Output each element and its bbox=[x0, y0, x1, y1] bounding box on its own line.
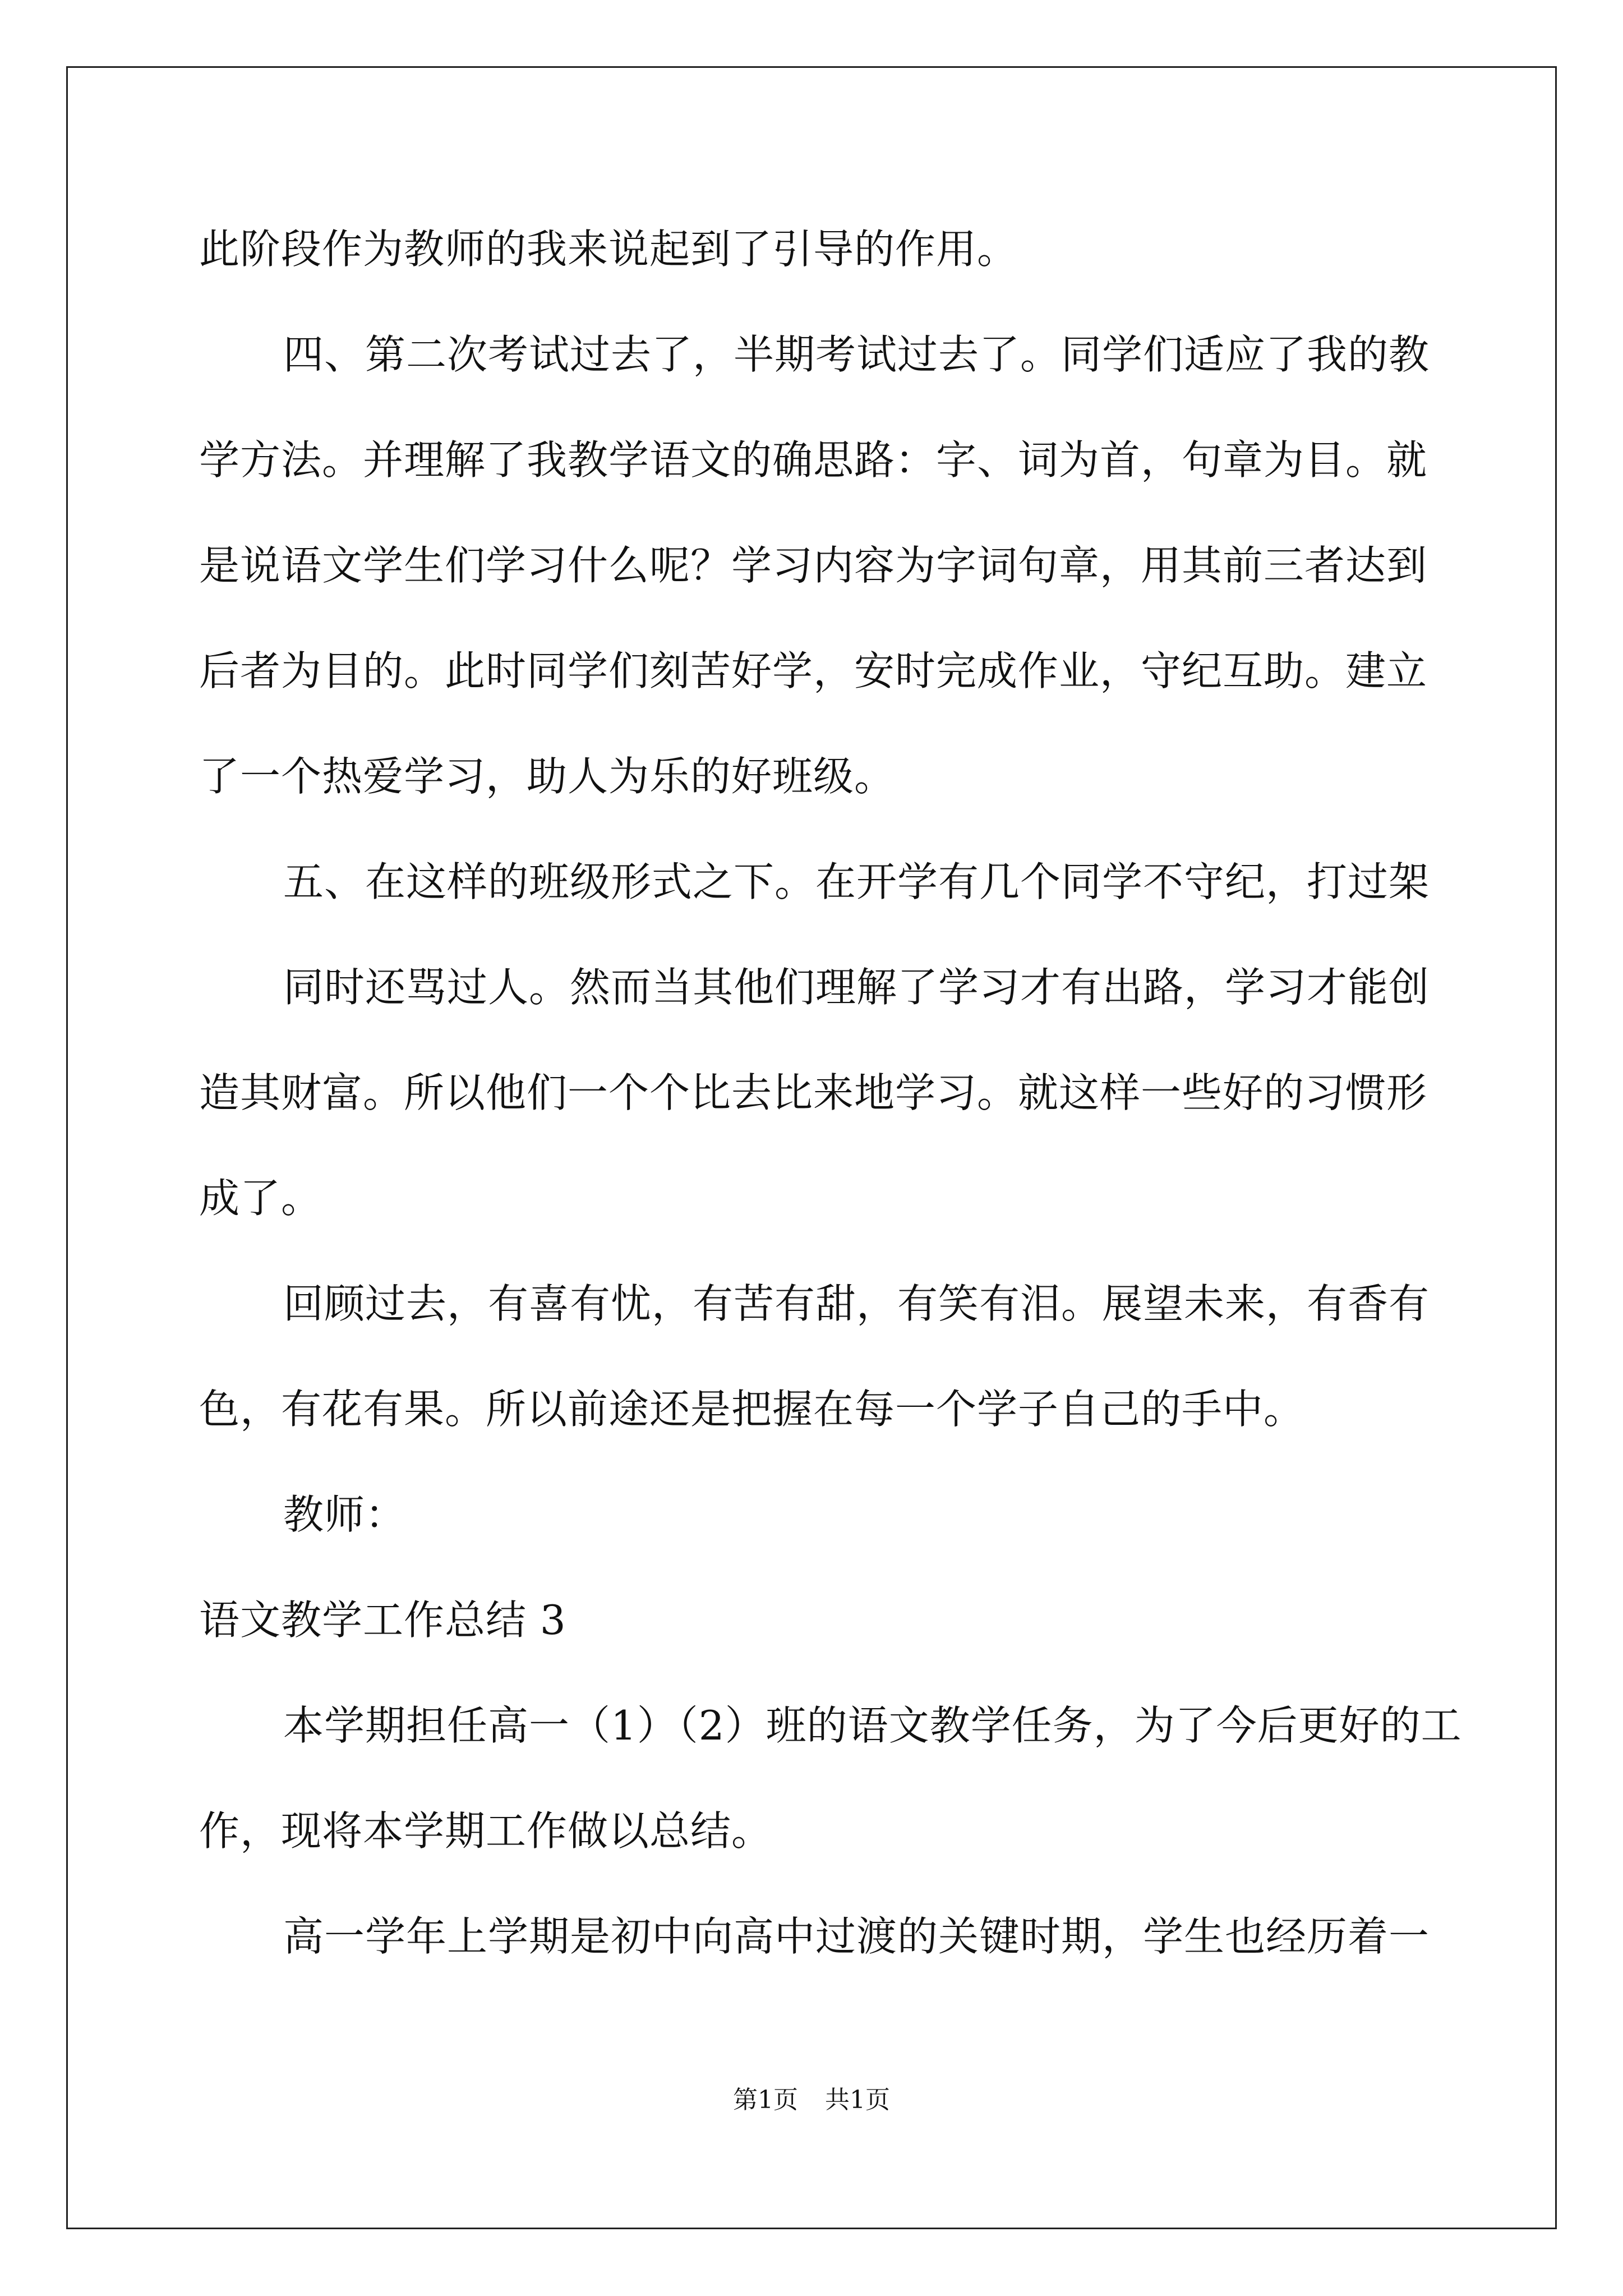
text-line: 色，有花有果。所以前途还是把握在每一个学子自己的手中。 bbox=[199, 1386, 1305, 1433]
text-line: 此阶段作为教师的我来说起到了引导的作用。 bbox=[199, 226, 1018, 273]
text-line: 学方法。并理解了我教学语文的确思路：字、词为首，句章为目。就 bbox=[199, 436, 1428, 484]
text-line: 回顾过去，有喜有忧，有苦有甜，有笑有泪。展望未来，有香有 bbox=[283, 1280, 1430, 1327]
text-line: 教师： bbox=[283, 1491, 407, 1538]
text-line: 五、在这样的班级形式之下。在开学有几个同学不守纪，打过架 bbox=[283, 858, 1430, 905]
text-line: 四、第二次考试过去了，半期考试过去了。同学们适应了我的教 bbox=[283, 331, 1430, 378]
text-line: 作，现将本学期工作做以总结。 bbox=[199, 1807, 773, 1855]
text-line: 了一个热爱学习，助人为乐的好班级。 bbox=[199, 753, 896, 800]
text-line: 造其财富。所以他们一个个比去比来地学习。就这样一些好的习惯形 bbox=[199, 1069, 1428, 1116]
page-total: 共1页 bbox=[825, 2086, 890, 2114]
page-number: 第1页 bbox=[733, 2086, 798, 2114]
section-heading: 语文教学工作总结 3 bbox=[199, 1596, 566, 1644]
text-line: 是说语文学生们学习什么呢？学习内容为字词句章，用其前三者达到 bbox=[199, 542, 1428, 589]
text-line: 后者为目的。此时同学们刻苦好学，安时完成作业，守纪互助。建立 bbox=[199, 647, 1428, 694]
text-line: 成了。 bbox=[199, 1175, 322, 1222]
text-line: 本学期担任高一（1）（2）班的语文教学任务，为了今后更好的工 bbox=[283, 1702, 1462, 1749]
page-footer bbox=[0, 2088, 1623, 2113]
text-line: 同时还骂过人。然而当其他们理解了学习才有出路，学习才能创 bbox=[283, 964, 1430, 1011]
page-border bbox=[66, 66, 1557, 2229]
text-line: 高一学年上学期是初中向高中过渡的关键时期，学生也经历着一 bbox=[283, 1913, 1430, 1960]
